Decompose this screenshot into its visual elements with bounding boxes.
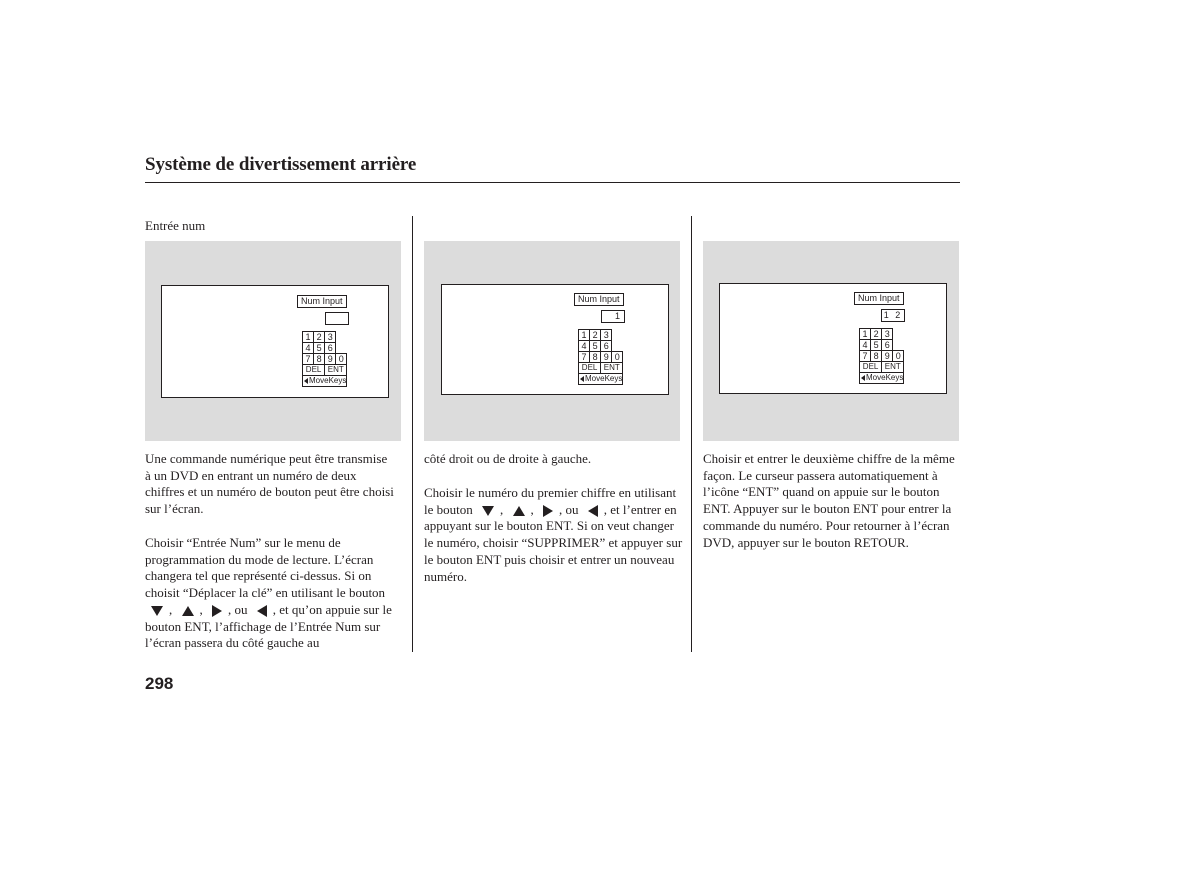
key-0[interactable]: 0 [336,354,347,365]
col1-paragraph-2-cont: , et qu’on appuie sur le bouton ENT, l’affichage de l’Entrée Num sur l’écran passera du côté gauche au [145,601,392,651]
move-keys-label: MoveKeys [866,373,904,382]
num-input-label: Num Input [574,293,624,306]
key-5[interactable]: 5 [590,341,601,352]
enter-key[interactable]: ENT [882,362,904,373]
number-keypad [859,328,904,384]
number-keypad [578,329,623,385]
num-input-panel [574,293,666,393]
key-2[interactable]: 2 [871,329,882,340]
col1-paragraph-1: Une commande numérique peut être transmise à un DVD en entrant un numéro de deux chiffres et un numéro de bouton peut être choisi sur l’écran. [145,451,394,517]
col2-paragraph-1: côté droit ou de droite à gauche. [424,451,592,466]
key-7[interactable]: 7 [860,351,871,362]
key-5[interactable]: 5 [314,343,325,354]
column-divider-2 [691,216,692,652]
screen-display [161,285,389,398]
key-9[interactable]: 9 [882,351,893,362]
key-8[interactable]: 8 [871,351,882,362]
key-3[interactable]: 3 [882,329,893,340]
move-keys-label: MoveKeys [585,374,623,383]
key-4[interactable]: 4 [860,340,871,351]
key-9[interactable]: 9 [601,352,612,363]
page-number: 298 [145,674,174,693]
num-input-panel [297,295,387,395]
key-9[interactable]: 9 [325,354,336,365]
left-arrow-icon [304,378,308,384]
key-8[interactable]: 8 [314,354,325,365]
title-rule [145,182,960,183]
figure-screen-2 [424,241,680,441]
move-keys-button[interactable] [860,373,904,384]
down-arrow-icon [482,506,494,516]
key-6[interactable]: 6 [882,340,893,351]
col2-paragraph-2: Choisir le numéro du premier chiffre en utilisant le bouton , , , ou , et l’entrer en appuyant sur le bouton ENT. Si on veut changer le numéro, choisir “SUPPRIMER” et appuyer sur le bouton ENT puis choisir et entrer un nouveau numéro. [424,485,683,584]
key-7[interactable]: 7 [303,354,314,365]
delete-key[interactable]: DEL [860,362,882,373]
key-2[interactable]: 2 [590,330,601,341]
figure-caption: Entrée num [145,218,206,233]
key-5[interactable]: 5 [871,340,882,351]
col1-paragraph-2: Choisir “Entrée Num” sur le menu de programmation du mode de lecture. L’écran changera tel que représenté ci-dessus. Si on choisit “Déplacer la clé” en utilisant le bouton , , , ou , et qu’on appuie sur le bouton ENT, l’affichage de l’Entrée Num sur l’écran passera du côté gauche au [145,535,392,651]
key-3[interactable]: 3 [325,332,336,343]
key-3[interactable]: 3 [601,330,612,341]
num-input-field: 1 [601,310,625,323]
enter-key[interactable]: ENT [601,363,623,374]
key-4[interactable]: 4 [303,343,314,354]
num-input-field [325,312,349,325]
figure-screen-1 [145,241,401,441]
num-input-field: 1 2 [881,309,905,322]
up-arrow-icon [182,606,194,616]
right-arrow-icon [212,605,222,617]
up-arrow-icon [513,506,525,516]
enter-key[interactable]: ENT [325,365,347,376]
key-6[interactable]: 6 [601,341,612,352]
left-arrow-icon [580,376,584,382]
key-1[interactable]: 1 [860,329,871,340]
right-arrow-icon [543,505,553,517]
section-title: Système de divertissement arrière [145,154,417,175]
key-4[interactable]: 4 [579,341,590,352]
column-divider-1 [412,216,413,652]
key-0[interactable]: 0 [612,352,623,363]
key-2[interactable]: 2 [314,332,325,343]
move-keys-label: MoveKeys [309,376,347,385]
screen-display [719,283,947,394]
left-arrow-icon [861,375,865,381]
delete-key[interactable]: DEL [579,363,601,374]
delete-key[interactable]: DEL [303,365,325,376]
key-1[interactable]: 1 [579,330,590,341]
col2-paragraph-2-text: Choisir le numéro du premier chiffre en utilisant le bouton [424,485,677,517]
key-6[interactable]: 6 [325,343,336,354]
number-keypad [302,331,347,387]
move-keys-button[interactable] [579,374,623,385]
down-arrow-icon [151,606,163,616]
key-0[interactable]: 0 [893,351,904,362]
num-input-label: Num Input [297,295,347,308]
key-7[interactable]: 7 [579,352,590,363]
key-8[interactable]: 8 [590,352,601,363]
key-1[interactable]: 1 [303,332,314,343]
num-input-panel [854,292,946,392]
col2-paragraph-2-cont: , et l’entrer en appuyant sur le bouton ENT. Si on veut changer le numéro, choisir “SUPPRIMER” et appuyer sur le bouton ENT puis choisir et entrer un nouveau numéro. [424,501,683,584]
left-arrow-icon [588,505,598,517]
move-keys-button[interactable] [303,376,347,387]
col3-paragraph-1: Choisir et entrer le deuxième chiffre de la même façon. Le curseur passera automatiquement à l’icône “ENT” quand on appuie sur le bouton ENT. Appuyer sur le bouton ENT pour entrer la commande du numéro. Pour retourner à l’écran DVD, appuyer sur le bouton RETOUR. [703,451,955,550]
left-arrow-icon [257,605,267,617]
num-input-label: Num Input [854,292,904,305]
col1-paragraph-2-text: Choisir “Entrée Num” sur le menu de programmation du mode de lecture. L’écran changera tel que représenté ci-dessus. Si on choisit “Déplacer la clé” en utilisant le bouton [145,535,386,601]
figure-screen-3 [703,241,959,441]
screen-display [441,284,669,395]
